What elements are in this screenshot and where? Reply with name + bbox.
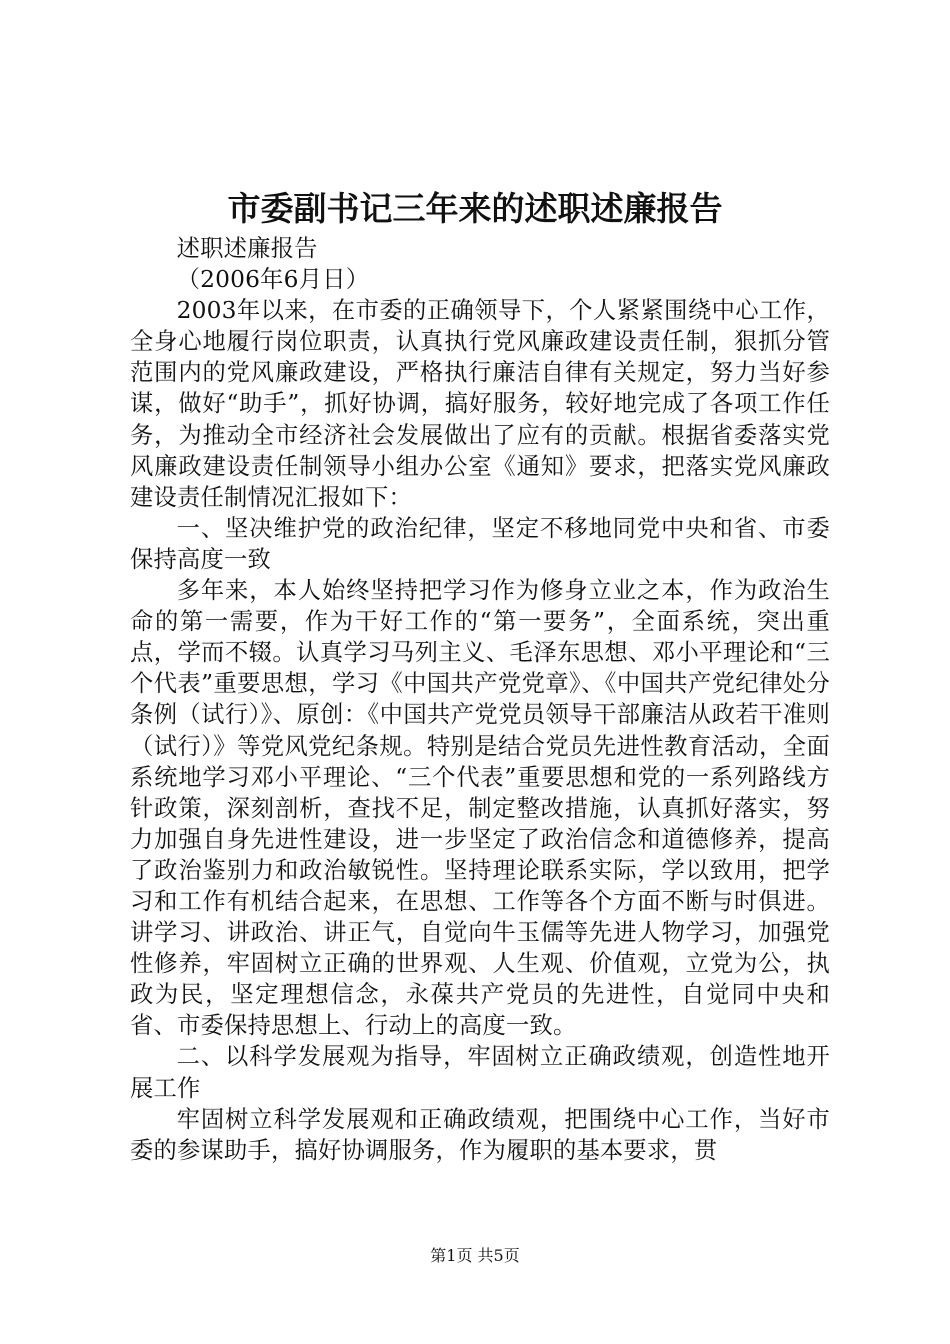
section-heading-2: 二、以科学发展观为指导，牢固树立正确政绩观，创造性地开展工作 — [130, 1043, 830, 1102]
document-body — [130, 233, 830, 1166]
document-title: 市委副书记三年来的述职述廉报告 — [227, 189, 723, 228]
section-heading-1: 一、坚决维护党的政治纪律，坚定不移地同党中央和省、市委保持高度一致 — [130, 514, 830, 573]
subtitle-paragraph: 述职述廉报告 — [176, 235, 318, 262]
intro-paragraph: 2003年以来，在市委的正确领导下，个人紧紧围绕中心工作，全身心地履行岗位职责，认真执行党风廉政建设责任制，狠抓分管范围内的党风廉政建设，严格执行廉洁自律有关规定，努力当好参谋，做好“助手”，抓好协调，搞好服务，较好地完成了各项工作任务，为推动全市经济社会发展做出了应有的贡献。根据省委落实党风廉政建设责任制领导小组办公室《通知》要求，把落实党风廉政建设责任制情况汇报如下： — [130, 297, 830, 511]
date-paragraph: （2006年6月日） — [176, 266, 370, 294]
section-1-paragraph: 多年来，本人始终坚持把学习作为修身立业之本，作为政治生命的第一需要，作为干好工作的“第一要务”，全面系统，突出重点，学而不辍。认真学习马列主义、毛泽东思想、邓小平理论和“三个代表”重要思想，学习《中国共产党党章》、《中国共产党纪律处分条例（试行）》、原创：《中国共产党党员领导干部廉洁从政若干准则（试行）》等党风党纪条规。特别是结合党员先进性教育活动，全面系统地学习邓小平理论、“三个代表”重要思想和党的一系列路线方针政策，深刻剖析，查找不足，制定整改措施，认真抓好落实，努力加强自身先进性建设，进一步坚定了政治信念和道德修养，提高了政治鉴别力和政治敏锐性。坚持理论联系实际，学以致用，把学习和工作有机结合起来，在思想、工作等各个方面不断与时俱进。讲学习、讲政治、讲正气，自觉向牛玉儒等先进人物学习，加强党性修养，牢固树立正确的世界观、人生观、价值观，立党为公，执政为民，坚定理想信念，永葆共产党员的先进性，自觉同中央和省、市委保持思想上、行动上的高度一致。 — [130, 577, 830, 1040]
page-number-footer: 第1页 共5页 — [430, 1246, 520, 1265]
section-2-paragraph: 牢固树立科学发展观和正确政绩观，把围绕中心工作，当好市委的参谋助手，搞好协调服务，作为履职的基本要求，贯 — [130, 1105, 830, 1164]
